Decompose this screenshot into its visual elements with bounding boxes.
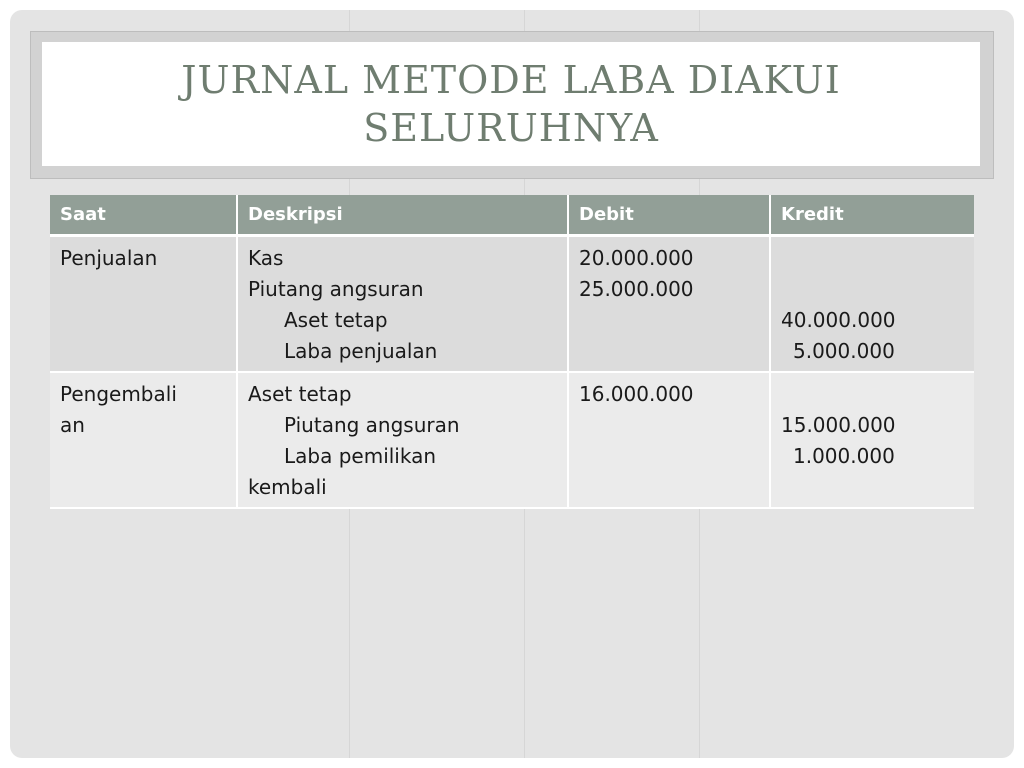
- column-header-kredit: Kredit: [770, 195, 974, 235]
- slide-title-line-2: SELURUHNYA: [363, 106, 659, 150]
- saat-text-part: Pengembali: [60, 381, 177, 406]
- table-row: [50, 235, 974, 372]
- account-line: Kas: [248, 245, 284, 270]
- table-row: [50, 372, 974, 508]
- account-line-credit: Laba pemilikan: [284, 443, 437, 468]
- credit-amount: 15.000.000: [781, 412, 896, 437]
- cell-kredit: [770, 372, 974, 508]
- account-line-credit: Aset tetap: [284, 307, 388, 332]
- account-line: Aset tetap: [248, 381, 352, 406]
- spacer: [781, 274, 964, 305]
- account-line: Piutang angsuran: [248, 276, 424, 301]
- debit-amount: 20.000.000: [579, 245, 694, 270]
- table-header-row: [50, 195, 974, 235]
- spacer: [781, 243, 964, 274]
- slide-title-line-1: JURNAL METODE LABA DIAKUI: [181, 58, 841, 102]
- spacer: [781, 379, 964, 410]
- column-header-deskripsi: Deskripsi: [237, 195, 568, 235]
- debit-amount: 25.000.000: [579, 276, 694, 301]
- credit-amount: 1.000.000: [793, 443, 895, 468]
- saat-text: Penjualan: [60, 245, 158, 270]
- saat-text-part: an: [60, 412, 85, 437]
- account-line-wrap: kembali: [248, 474, 327, 499]
- debit-amount: 16.000.000: [579, 381, 694, 406]
- cell-saat: [50, 235, 237, 372]
- column-header-debit: Debit: [568, 195, 770, 235]
- slide-title: [181, 56, 840, 152]
- cell-saat: [50, 372, 237, 508]
- title-frame: [30, 31, 994, 179]
- cell-kredit: [770, 235, 974, 372]
- slide: [10, 10, 1014, 758]
- account-line-credit: Laba penjualan: [284, 338, 438, 363]
- cell-deskripsi: [237, 235, 568, 372]
- cell-deskripsi: [237, 372, 568, 508]
- column-header-saat: Saat: [50, 195, 237, 235]
- cell-debit: [568, 372, 770, 508]
- title-box: [42, 42, 980, 166]
- credit-amount: 5.000.000: [793, 338, 895, 363]
- account-line-credit: Piutang angsuran: [284, 412, 460, 437]
- journal-table: [50, 195, 974, 509]
- cell-debit: [568, 235, 770, 372]
- credit-amount: 40.000.000: [781, 307, 896, 332]
